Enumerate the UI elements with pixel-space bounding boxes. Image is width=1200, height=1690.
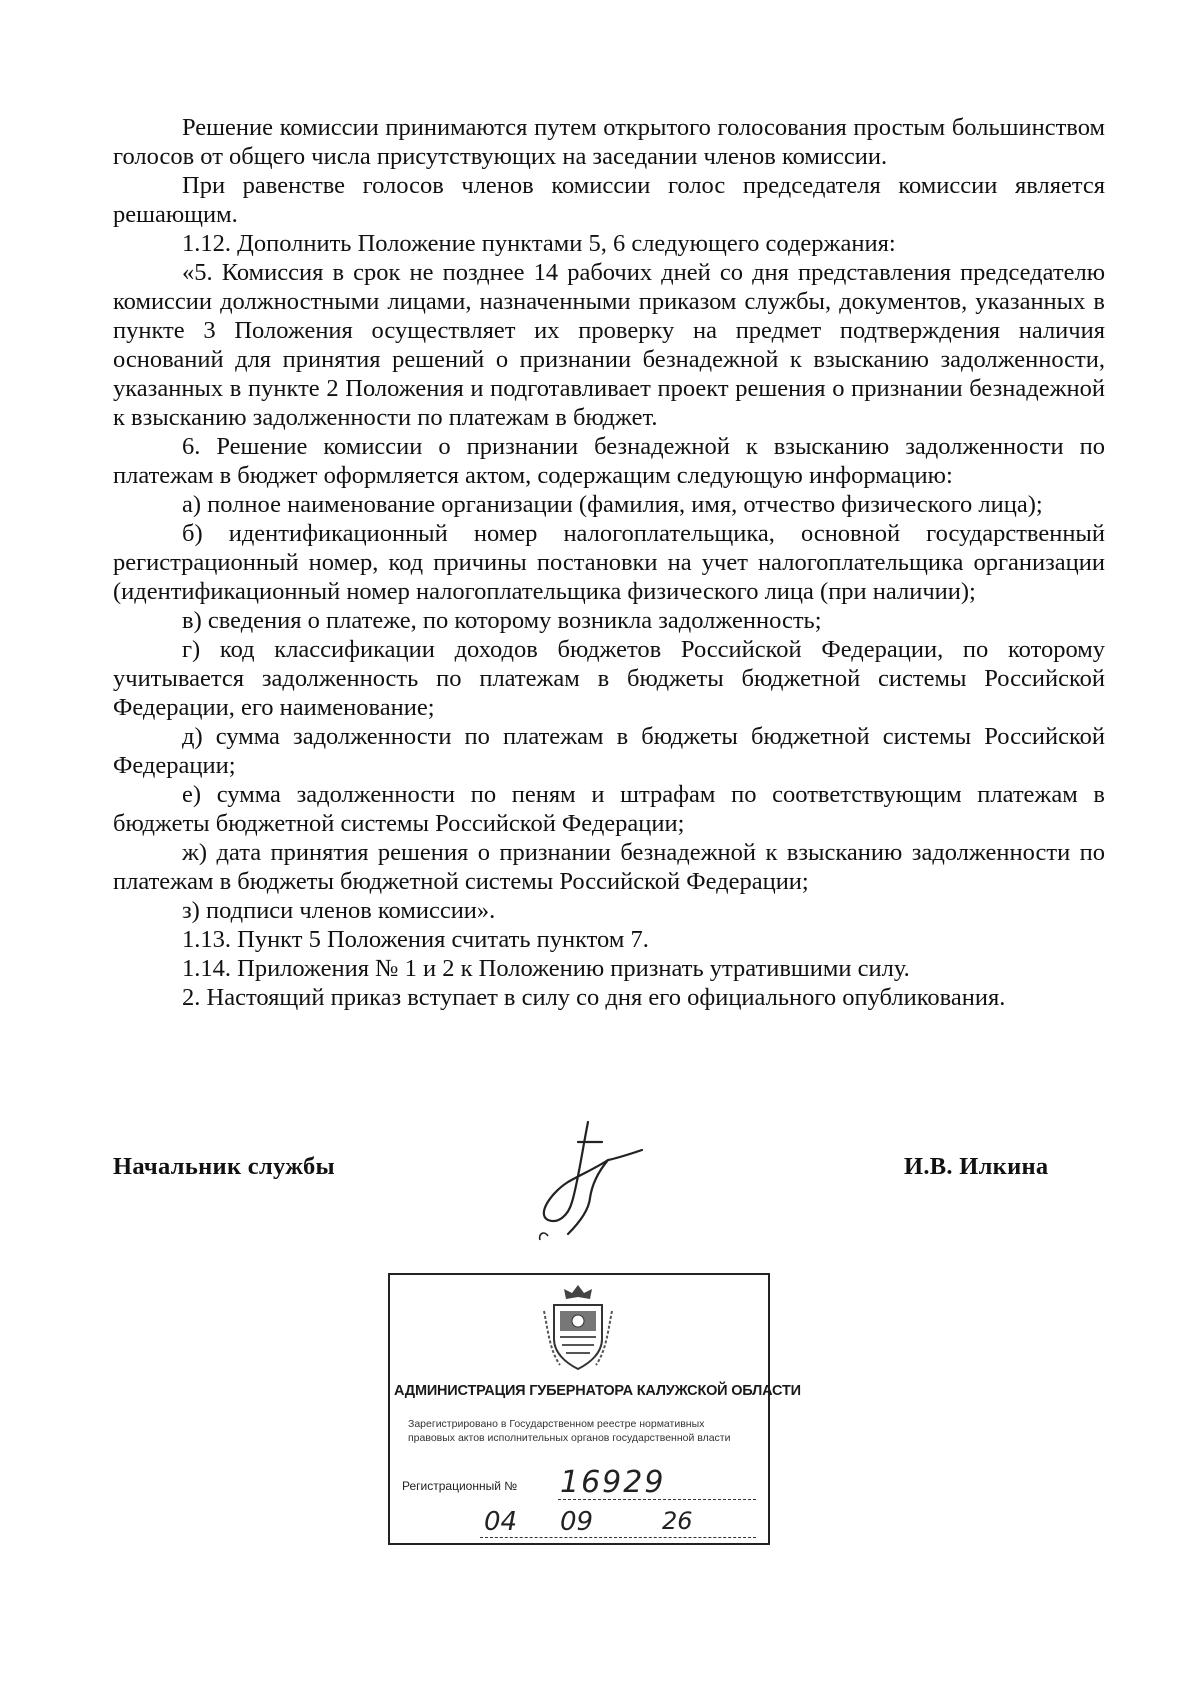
document-body: [113, 113, 1105, 1012]
registration-number-label: Регистрационный №: [402, 1479, 518, 1493]
paragraph: д) сумма задолженности по платежам в бюджеты бюджетной системы Российской Федерации;: [113, 723, 1105, 779]
paragraph: 6. Решение комиссии о признании безнадежной к взысканию задолженности по платежам в бюджет оформляется актом, содержащим следующую информацию:: [113, 433, 1105, 489]
paragraph: е) сумма задолженности по пеням и штрафам по соответствующим платежам в бюджеты бюджетной системы Российской Федерации;: [113, 781, 1105, 837]
signer-name: И.В. Илкина: [904, 1153, 1049, 1180]
paragraph: Решение комиссии принимаются путем открытого голосования простым большинством голосов от общего числа присутствующих на заседании членов комиссии.: [113, 114, 1105, 170]
paragraph: «5. Комиссия в срок не позднее 14 рабочих дней со дня представления председателю комиссии должностными лицами, назначенными приказом службы, документов, указанных в пункте 3 Положения осуществляет их проверку на предмет подтверждения наличия оснований для принятия решений о признании безнадежной к взысканию задолженности, указанных в пункте 2 Положения и подготавливает проект решения о признании безнадежной к взысканию задолженности по платежам в бюджет.: [113, 259, 1105, 431]
signer-position: Начальник службы: [113, 1153, 335, 1180]
paragraph: 1.14. Приложения № 1 и 2 к Положению признать утратившими силу.: [182, 955, 910, 982]
paragraph: б) идентификационный номер налогоплательщика, основной государственный регистрационный номер, код причины постановки на учет налогоплательщика организации (идентификационный номер налогоплательщика физического лица (при наличии);: [113, 520, 1105, 605]
paragraph: в) сведения о платеже, по которому возникла задолженность;: [182, 607, 822, 634]
paragraph: При равенстве голосов членов комиссии голос председателя комиссии является решающим.: [113, 172, 1105, 228]
stamp-organization: АДМИНИСТРАЦИЯ ГУБЕРНАТОРА КАЛУЖСКОЙ ОБЛАСТИ: [394, 1383, 801, 1399]
registration-number: 16929: [560, 1465, 666, 1500]
stamp-registered-line: правовых актов исполнительных органов государственной власти: [408, 1432, 731, 1444]
paragraph: з) подписи членов комиссии».: [182, 897, 496, 924]
paragraph: а) полное наименование организации (фамилия, имя, отчество физического лица);: [182, 491, 1043, 518]
handwritten-signature: [518, 1112, 648, 1252]
divider: [480, 1537, 756, 1538]
registration-month: 09: [560, 1507, 594, 1537]
paragraph: г) код классификации доходов бюджетов Российской Федерации, по которому учитывается задолженность по платежам в бюджеты бюджетной системы Российской Федерации, его наименование;: [113, 636, 1105, 721]
paragraph: 1.12. Дополнить Положение пунктами 5, 6 следующего содержания:: [182, 230, 896, 257]
paragraph: 1.13. Пункт 5 Положения считать пунктом 7.: [182, 926, 649, 953]
divider: [558, 1499, 756, 1500]
stamp-registered-note: [408, 1417, 758, 1445]
paragraph: ж) дата принятия решения о признании безнадежной к взысканию задолженности по платежам в бюджеты бюджетной системы Российской Федерации;: [113, 839, 1105, 895]
registration-stamp: [388, 1273, 801, 1545]
registration-day: 04: [484, 1507, 518, 1537]
registration-year: 26: [662, 1507, 693, 1535]
stamp-registered-line: Зарегистрировано в Государственном реестре нормативных: [408, 1418, 705, 1430]
paragraph: 2. Настоящий приказ вступает в силу со дня его официального опубликования.: [182, 984, 1006, 1011]
coat-of-arms-icon: [540, 1281, 616, 1373]
